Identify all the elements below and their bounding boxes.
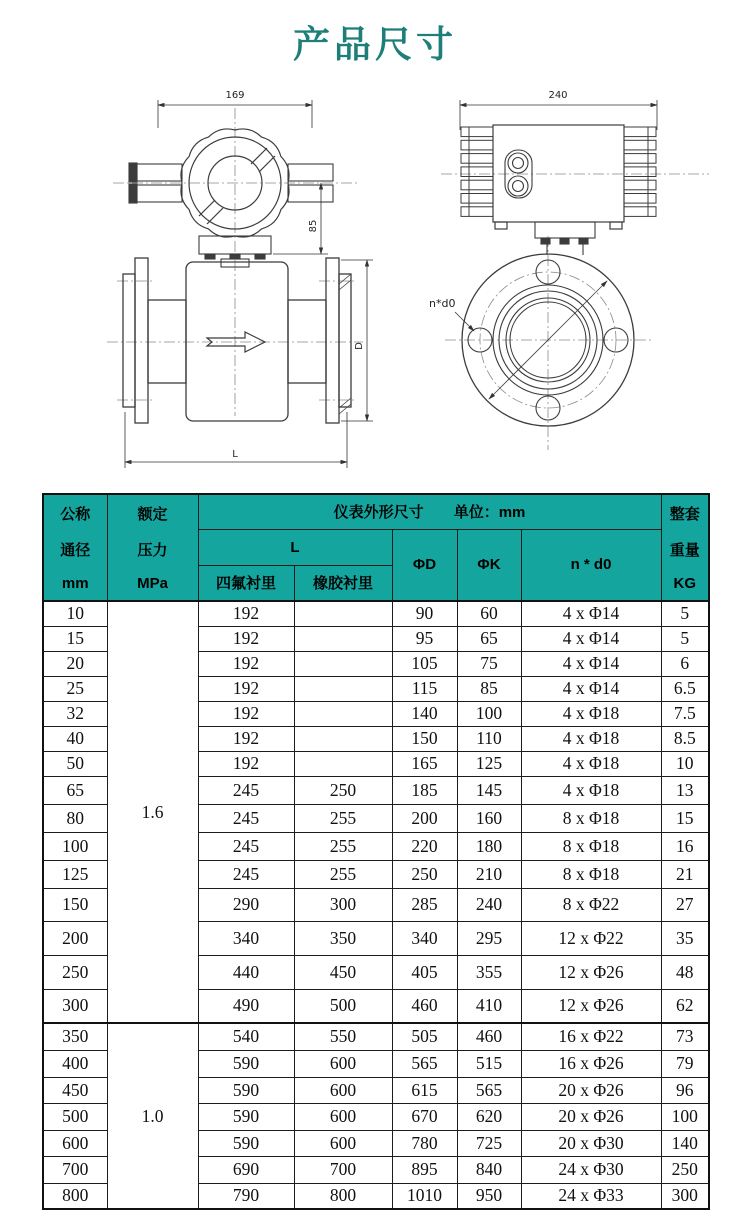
cell-phi-d: 250: [392, 860, 457, 888]
cell-phi-k: 125: [457, 751, 521, 776]
centerlines: [441, 174, 709, 450]
cell-phi-d: 780: [392, 1130, 457, 1156]
cell-phi-d: 115: [392, 676, 457, 701]
cell-weight: 300: [661, 1183, 709, 1209]
cell-phi-k: 460: [457, 1023, 521, 1050]
cell-n-d0: 4 x Φ18: [521, 726, 661, 751]
cell-n-d0: 20 x Φ26: [521, 1103, 661, 1130]
cell-l-rubber: [294, 751, 392, 776]
cell-l-rubber: 500: [294, 989, 392, 1023]
cell-phi-k: 410: [457, 989, 521, 1023]
cell-phi-d: 185: [392, 776, 457, 804]
cell-phi-k: 65: [457, 626, 521, 651]
dim-length-label: L: [232, 449, 238, 460]
cell-n-d0: 4 x Φ18: [521, 701, 661, 726]
cell-phi-d: 670: [392, 1103, 457, 1130]
cell-n-d0: 8 x Φ18: [521, 804, 661, 832]
table-row: [43, 601, 709, 626]
cell-phi-k: 565: [457, 1077, 521, 1103]
header-nominal-diameter: 公称 通径 mm: [43, 494, 107, 601]
cell-phi-d: 1010: [392, 1183, 457, 1209]
front-view-svg: [95, 78, 405, 488]
cell-dn: 500: [43, 1103, 107, 1130]
dim-width-label: 240: [548, 90, 568, 101]
cell-l-ptfe: 690: [198, 1156, 294, 1183]
cell-phi-k: 295: [457, 921, 521, 955]
cell-n-d0: 12 x Φ26: [521, 989, 661, 1023]
cell-weight: 27: [661, 888, 709, 921]
table-row: [43, 1023, 709, 1050]
cell-l-rubber: [294, 701, 392, 726]
cell-l-ptfe: 440: [198, 955, 294, 989]
cell-weight: 6.5: [661, 676, 709, 701]
cell-weight: 6: [661, 651, 709, 676]
cell-l-rubber: 255: [294, 804, 392, 832]
table-header: [43, 494, 709, 601]
cell-weight: 62: [661, 989, 709, 1023]
header-rated-pressure: 额定 压力 MPa: [107, 494, 198, 601]
cell-phi-d: 90: [392, 601, 457, 626]
cell-l-ptfe: 192: [198, 601, 294, 626]
header-dimensions-group: 仪表外形尺寸 单位：mm: [198, 494, 661, 529]
header-phi-d: ΦD: [392, 529, 457, 601]
cell-weight: 79: [661, 1050, 709, 1077]
cell-dn: 150: [43, 888, 107, 921]
cell-l-ptfe: 590: [198, 1103, 294, 1130]
header-n-d0: n * d0: [521, 529, 661, 601]
cell-n-d0: 4 x Φ14: [521, 626, 661, 651]
cell-dn: 40: [43, 726, 107, 751]
cell-phi-k: 160: [457, 804, 521, 832]
cell-phi-d: 285: [392, 888, 457, 921]
cell-dn: 450: [43, 1077, 107, 1103]
cell-phi-k: 100: [457, 701, 521, 726]
cell-phi-d: 565: [392, 1050, 457, 1077]
cell-dn: 350: [43, 1023, 107, 1050]
cell-phi-k: 950: [457, 1183, 521, 1209]
header-phi-k: ΦK: [457, 529, 521, 601]
cell-phi-d: 615: [392, 1077, 457, 1103]
cell-l-rubber: [294, 676, 392, 701]
dim-height-label: 85: [308, 219, 319, 233]
cooling-fins: [461, 127, 656, 216]
cell-n-d0: 12 x Φ26: [521, 955, 661, 989]
cell-dn: 100: [43, 832, 107, 860]
header-length: L: [198, 529, 392, 565]
cell-l-rubber: 550: [294, 1023, 392, 1050]
cell-phi-d: 895: [392, 1156, 457, 1183]
cell-l-ptfe: 590: [198, 1077, 294, 1103]
cell-l-ptfe: 192: [198, 676, 294, 701]
cell-dn: 50: [43, 751, 107, 776]
cell-weight: 250: [661, 1156, 709, 1183]
cell-weight: 35: [661, 921, 709, 955]
dim-width-label: 169: [225, 90, 245, 101]
cell-phi-d: 505: [392, 1023, 457, 1050]
cell-phi-k: 85: [457, 676, 521, 701]
spec-table: [42, 493, 710, 1210]
cell-l-rubber: 255: [294, 832, 392, 860]
header-total-weight: 整套 重量 KG: [661, 494, 709, 601]
cell-weight: 100: [661, 1103, 709, 1130]
cell-l-ptfe: 245: [198, 860, 294, 888]
cell-phi-k: 110: [457, 726, 521, 751]
cell-l-rubber: 350: [294, 921, 392, 955]
cell-n-d0: 4 x Φ14: [521, 676, 661, 701]
bolt-holes-label: n*d0: [429, 297, 456, 310]
cell-phi-d: 200: [392, 804, 457, 832]
cell-pressure: 1.6: [107, 601, 198, 1023]
cell-n-d0: 20 x Φ30: [521, 1130, 661, 1156]
cell-weight: 21: [661, 860, 709, 888]
page-title: 产品尺寸: [293, 24, 457, 65]
cell-dn: 10: [43, 601, 107, 626]
cell-dn: 15: [43, 626, 107, 651]
cell-n-d0: 8 x Φ22: [521, 888, 661, 921]
cell-n-d0: 4 x Φ18: [521, 776, 661, 804]
cell-phi-d: 165: [392, 751, 457, 776]
cell-l-rubber: 600: [294, 1103, 392, 1130]
cell-l-ptfe: 590: [198, 1130, 294, 1156]
cell-l-rubber: 600: [294, 1130, 392, 1156]
cell-l-ptfe: 540: [198, 1023, 294, 1050]
cell-l-rubber: 600: [294, 1050, 392, 1077]
cell-phi-k: 75: [457, 651, 521, 676]
cell-weight: 15: [661, 804, 709, 832]
cell-dn: 32: [43, 701, 107, 726]
cell-phi-k: 60: [457, 601, 521, 626]
side-view-svg: [425, 78, 725, 478]
cell-dn: 200: [43, 921, 107, 955]
cell-n-d0: 4 x Φ18: [521, 751, 661, 776]
front-view-drawing: [95, 78, 405, 488]
header-rubber-lining: 橡胶衬里: [294, 565, 392, 601]
cell-phi-d: 340: [392, 921, 457, 955]
cell-dn: 800: [43, 1183, 107, 1209]
cell-phi-d: 460: [392, 989, 457, 1023]
cell-l-ptfe: 790: [198, 1183, 294, 1209]
table-body: [43, 601, 709, 1209]
cell-dn: 700: [43, 1156, 107, 1183]
cell-weight: 5: [661, 626, 709, 651]
cell-l-rubber: [294, 626, 392, 651]
cell-phi-k: 145: [457, 776, 521, 804]
cell-n-d0: 4 x Φ14: [521, 651, 661, 676]
cell-phi-d: 150: [392, 726, 457, 751]
cell-l-rubber: [294, 651, 392, 676]
cell-weight: 16: [661, 832, 709, 860]
cell-phi-d: 95: [392, 626, 457, 651]
cell-phi-k: 240: [457, 888, 521, 921]
cell-weight: 140: [661, 1130, 709, 1156]
cell-l-ptfe: 290: [198, 888, 294, 921]
cell-weight: 96: [661, 1077, 709, 1103]
cell-n-d0: 16 x Φ26: [521, 1050, 661, 1077]
cell-phi-d: 405: [392, 955, 457, 989]
cell-phi-k: 515: [457, 1050, 521, 1077]
cell-dn: 25: [43, 676, 107, 701]
cell-n-d0: 24 x Φ30: [521, 1156, 661, 1183]
cell-phi-d: 105: [392, 651, 457, 676]
cell-weight: 10: [661, 751, 709, 776]
cell-phi-k: 620: [457, 1103, 521, 1130]
side-view-drawing: [425, 78, 725, 478]
cell-l-rubber: 250: [294, 776, 392, 804]
cell-n-d0: 20 x Φ26: [521, 1077, 661, 1103]
cell-l-ptfe: 245: [198, 832, 294, 860]
cell-n-d0: 24 x Φ33: [521, 1183, 661, 1209]
cell-l-ptfe: 192: [198, 701, 294, 726]
cell-l-rubber: 600: [294, 1077, 392, 1103]
cell-n-d0: 8 x Φ18: [521, 860, 661, 888]
cell-l-ptfe: 192: [198, 751, 294, 776]
header-ptfe-lining: 四氟衬里: [198, 565, 294, 601]
cell-weight: 8.5: [661, 726, 709, 751]
cell-dn: 80: [43, 804, 107, 832]
cell-phi-k: 355: [457, 955, 521, 989]
cell-n-d0: 16 x Φ22: [521, 1023, 661, 1050]
cell-l-rubber: 700: [294, 1156, 392, 1183]
cell-l-ptfe: 192: [198, 726, 294, 751]
cell-dn: 600: [43, 1130, 107, 1156]
cell-pressure: 1.0: [107, 1023, 198, 1209]
cell-weight: 13: [661, 776, 709, 804]
dimension-lines: [125, 100, 373, 468]
cell-weight: 5: [661, 601, 709, 626]
neck: [535, 222, 595, 255]
dimension-lines: [455, 100, 657, 331]
cell-l-rubber: [294, 601, 392, 626]
cell-phi-k: 210: [457, 860, 521, 888]
cell-l-ptfe: 490: [198, 989, 294, 1023]
cell-phi-k: 840: [457, 1156, 521, 1183]
cell-n-d0: 8 x Φ18: [521, 832, 661, 860]
cell-dn: 250: [43, 955, 107, 989]
cell-l-rubber: [294, 726, 392, 751]
cell-l-ptfe: 590: [198, 1050, 294, 1077]
sensor-body: [123, 258, 351, 423]
cell-l-ptfe: 340: [198, 921, 294, 955]
cell-dn: 125: [43, 860, 107, 888]
dim-diameter-label: D: [354, 342, 365, 350]
cell-n-d0: 12 x Φ22: [521, 921, 661, 955]
cell-l-ptfe: 192: [198, 651, 294, 676]
cell-n-d0: 4 x Φ14: [521, 601, 661, 626]
cell-weight: 48: [661, 955, 709, 989]
cell-phi-k: 725: [457, 1130, 521, 1156]
cell-l-rubber: 450: [294, 955, 392, 989]
cell-dn: 400: [43, 1050, 107, 1077]
cell-dn: 65: [43, 776, 107, 804]
cell-dn: 300: [43, 989, 107, 1023]
cell-l-rubber: 255: [294, 860, 392, 888]
cell-phi-k: 180: [457, 832, 521, 860]
cell-l-ptfe: 245: [198, 776, 294, 804]
cell-dn: 20: [43, 651, 107, 676]
cell-weight: 7.5: [661, 701, 709, 726]
cell-weight: 73: [661, 1023, 709, 1050]
cell-l-rubber: 300: [294, 888, 392, 921]
cell-phi-d: 220: [392, 832, 457, 860]
cell-phi-d: 140: [392, 701, 457, 726]
cell-l-ptfe: 192: [198, 626, 294, 651]
cell-l-rubber: 800: [294, 1183, 392, 1209]
cell-l-ptfe: 245: [198, 804, 294, 832]
